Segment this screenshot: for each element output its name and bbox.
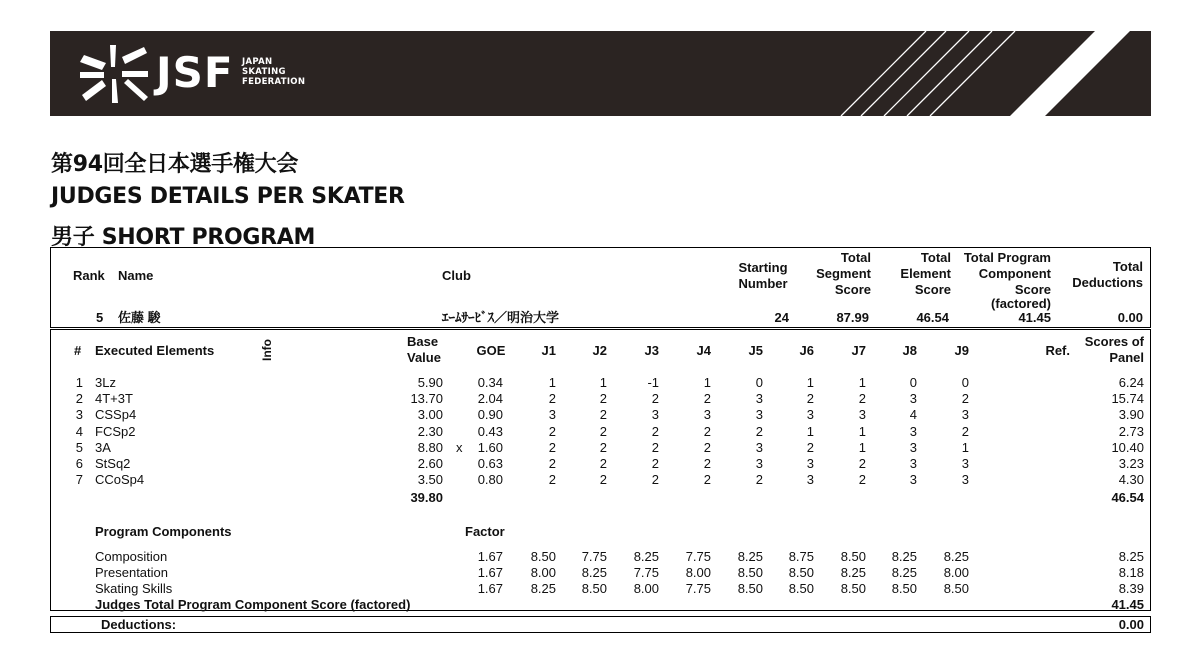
element-judge-score: 2 (961, 391, 969, 407)
header-line: Score (834, 282, 871, 297)
element-judge-score: 2 (548, 391, 556, 407)
skater-name: 佐藤 駿 (118, 310, 161, 325)
element-base-value: 2.60 (417, 456, 443, 471)
element-judge-score: 2 (651, 472, 659, 488)
judge-header-7: J7 (851, 343, 866, 358)
element-judge-score: 2 (858, 472, 866, 488)
judge-header-4: J4 (696, 343, 711, 358)
element-panel-score: 6.24 (1118, 375, 1144, 390)
header-line: Total (920, 250, 951, 265)
element-judge-score: 2 (703, 456, 711, 471)
element-judge-score: 2 (599, 456, 607, 471)
total-segment-score: 87.99 (836, 310, 869, 325)
header-line: Segment (816, 266, 871, 281)
element-judge-score: 1 (806, 375, 814, 390)
stripe-thin-3 (884, 31, 969, 116)
name-header: Name (118, 268, 154, 283)
component-judge-score: 8.50 (891, 581, 917, 596)
total-segment-score-header (791, 250, 871, 298)
component-panel-score: 8.39 (1118, 581, 1144, 596)
skater-club: ｴｰﾑｻｰﾋﾞｽ／明治大学 (442, 310, 560, 325)
element-judge-score: 1 (858, 375, 866, 390)
element-judge-score: 2 (651, 391, 659, 407)
component-judge-score: 8.50 (530, 549, 556, 564)
element-judge-score: 3 (909, 456, 917, 471)
element-judge-score: 2 (599, 391, 607, 407)
element-judge-score: 0 (961, 375, 969, 390)
deductions-label: Deductions: (101, 617, 177, 632)
element-base-value: 2.30 (417, 423, 443, 439)
element-base-value: 13.70 (410, 391, 443, 407)
header-line: Deductions (1072, 275, 1143, 290)
header-line: Scores of (1084, 334, 1144, 349)
element-judge-score: 4 (909, 407, 917, 423)
element-judge-score: 2 (548, 423, 556, 439)
header-line: Panel (1109, 350, 1144, 365)
header-line: Base (407, 334, 439, 349)
logo-subtitle (242, 57, 305, 87)
element-judge-score: 3 (755, 407, 763, 423)
element-judge-score: 2 (599, 407, 607, 423)
element-goe: 0.80 (477, 472, 503, 488)
element-judge-score: 2 (961, 423, 969, 439)
element-judge-score: 0 (909, 375, 917, 390)
report-title: JUDGES DETAILS PER SKATER (51, 184, 405, 209)
element-judge-score: 2 (806, 439, 814, 455)
element-judge-score: 3 (651, 407, 659, 423)
header-line: (factored) (991, 296, 1051, 311)
component-judge-score: 8.25 (530, 581, 556, 596)
judge-header-9: J9 (954, 343, 969, 358)
element-judge-score: 1 (703, 375, 711, 390)
header-line: Score (914, 282, 951, 297)
element-judge-score: 2 (599, 423, 607, 439)
component-judge-score: 8.75 (788, 549, 814, 564)
factor-header: Factor (465, 524, 505, 539)
header-banner (50, 31, 1151, 116)
starting-number: 24 (774, 310, 789, 325)
element-judge-score: 2 (548, 439, 556, 455)
header-line: Total Program (963, 250, 1051, 265)
header-line: Score (1014, 282, 1051, 297)
rank-header: Rank (73, 268, 105, 283)
element-code: 4T+3T (95, 391, 133, 407)
element-code: 3A (95, 439, 111, 455)
component-judge-score: 8.50 (737, 581, 763, 596)
jsf-logo-icon (78, 39, 152, 109)
element-judge-score: 1 (599, 375, 607, 390)
total-element-score: 46.54 (916, 310, 949, 325)
header-line: Total (1112, 259, 1143, 274)
deductions-total: 0.00 (1118, 617, 1144, 632)
component-judge-score: 8.50 (943, 581, 969, 596)
element-judge-score: 2 (651, 456, 659, 471)
total-deductions: 0.00 (1117, 310, 1143, 325)
header-line: Component (978, 266, 1051, 281)
element-number: 2 (75, 391, 83, 407)
judge-header-5: J5 (748, 343, 763, 358)
header-line: Starting (738, 260, 788, 275)
element-code: CSSp4 (95, 407, 137, 423)
element-judge-score: 3 (806, 456, 814, 471)
component-name: Skating Skills (95, 581, 173, 596)
component-judge-score: 8.50 (581, 581, 607, 596)
element-judge-score: 0 (755, 375, 763, 390)
deductions-box (50, 616, 1151, 633)
logo-sub-line: FEDERATION (242, 77, 306, 87)
skater-summary (50, 247, 1151, 328)
info-header: Info (260, 339, 274, 361)
stripe-thin-2 (861, 31, 946, 116)
element-judge-score: 3 (961, 407, 969, 423)
total-pcs-header (951, 250, 1051, 312)
segment-title: 男子 SHORT PROGRAM (51, 225, 316, 250)
logo-sub-line: SKATING (242, 67, 286, 77)
event-title: 第94回全日本選手権大会 (51, 152, 299, 177)
judge-header-6: J6 (799, 343, 814, 358)
element-goe: 1.60 (477, 439, 503, 455)
component-panel-score: 8.25 (1118, 549, 1144, 564)
element-judge-score: 3 (909, 472, 917, 488)
total-pcs: 41.45 (1018, 310, 1051, 325)
element-judge-score: 1 (961, 439, 969, 455)
element-code: StSq2 (95, 456, 131, 471)
element-judge-score: 1 (548, 375, 556, 390)
element-number: 7 (75, 472, 83, 488)
element-judge-score: 1 (858, 423, 866, 439)
component-judge-score: 8.25 (581, 565, 607, 580)
element-base-value: 3.50 (417, 472, 443, 488)
component-judge-score: 8.50 (788, 581, 814, 596)
element-base-value: 5.90 (417, 375, 443, 390)
element-number: 4 (75, 423, 83, 439)
element-goe: 0.90 (477, 407, 503, 423)
scores-of-panel-header (1061, 334, 1144, 366)
element-number: 5 (75, 439, 83, 455)
element-goe: 2.04 (477, 391, 503, 407)
element-base-value: 8.80 (417, 439, 443, 455)
element-judge-score: 2 (651, 423, 659, 439)
scores-total: 46.54 (1111, 490, 1144, 505)
component-judge-score: 8.50 (788, 565, 814, 580)
stripe-thin-1 (841, 31, 926, 116)
stripe-thin-5 (930, 31, 1015, 116)
element-judge-score: 2 (703, 391, 711, 407)
element-judge-score: 3 (909, 439, 917, 455)
element-judge-score: 3 (806, 472, 814, 488)
component-judge-score: 8.50 (840, 581, 866, 596)
component-judge-score: 8.50 (840, 549, 866, 564)
element-bonus-marker: x (456, 439, 463, 455)
element-goe: 0.34 (477, 375, 503, 390)
element-judge-score: 3 (961, 456, 969, 471)
element-judge-score: 2 (703, 472, 711, 488)
element-code: CCoSp4 (95, 472, 145, 488)
element-panel-score: 3.23 (1118, 456, 1144, 471)
stripe-thin-4 (907, 31, 992, 116)
element-judge-score: 3 (755, 391, 763, 407)
element-panel-score: 3.90 (1118, 407, 1144, 423)
component-factor: 1.67 (477, 581, 503, 596)
component-judge-score: 8.25 (737, 549, 763, 564)
judges-details (50, 329, 1151, 611)
component-judge-score: 7.75 (633, 565, 659, 580)
element-number: 3 (75, 407, 83, 423)
component-judge-score: 8.25 (840, 565, 866, 580)
element-panel-score: 15.74 (1111, 391, 1144, 407)
component-name: Presentation (95, 565, 168, 580)
element-judge-score: 2 (599, 439, 607, 455)
element-number-header: # (74, 343, 82, 358)
component-judge-score: 8.00 (685, 565, 711, 580)
pcs-total: 41.45 (1111, 597, 1144, 612)
component-name: Composition (95, 549, 168, 564)
pcs-total-label: Judges Total Program Component Score (factored) (95, 597, 411, 612)
element-judge-score: 2 (651, 439, 659, 455)
element-judge-score: 3 (703, 407, 711, 423)
element-judge-score: 3 (909, 423, 917, 439)
component-judge-score: 8.25 (891, 549, 917, 564)
element-judge-score: 2 (858, 391, 866, 407)
element-number: 1 (75, 375, 83, 390)
element-judge-score: 2 (703, 423, 711, 439)
component-judge-score: 7.75 (685, 581, 711, 596)
judge-header-1: J1 (541, 343, 556, 358)
component-judge-score: 8.00 (943, 565, 969, 580)
judge-header-2: J2 (592, 343, 607, 358)
element-code: 3Lz (95, 375, 116, 390)
club-header: Club (442, 268, 471, 283)
element-judge-score: 3 (755, 456, 763, 471)
component-judge-score: 8.00 (633, 581, 659, 596)
judge-header-3: J3 (644, 343, 659, 358)
element-number: 6 (75, 456, 83, 471)
total-deductions-header (1051, 259, 1143, 291)
header-line: Total (840, 250, 871, 265)
logo-text: JSF (156, 48, 234, 97)
element-goe: 0.63 (477, 456, 503, 471)
element-panel-score: 10.40 (1111, 439, 1144, 455)
element-judge-score: 2 (548, 456, 556, 471)
base-value-header (407, 334, 441, 366)
component-factor: 1.67 (477, 549, 503, 564)
element-judge-score: 3 (755, 439, 763, 455)
stripe-wide (1010, 31, 1130, 116)
header-line: Value (407, 350, 441, 365)
element-judge-score: 2 (703, 439, 711, 455)
element-judge-score: 2 (548, 472, 556, 488)
starting-number-header (727, 260, 799, 292)
skater-rank: 5 (96, 310, 104, 325)
component-judge-score: 8.50 (737, 565, 763, 580)
component-judge-score: 8.25 (943, 549, 969, 564)
total-element-score-header (871, 250, 951, 298)
ref-header: Ref. (1045, 343, 1070, 358)
judge-header-8: J8 (902, 343, 917, 358)
component-judge-score: 7.75 (685, 549, 711, 564)
header-line: Number (738, 276, 788, 291)
logo-sub-line: JAPAN (242, 57, 273, 67)
element-judge-score: 3 (858, 407, 866, 423)
element-base-value: 3.00 (417, 407, 443, 423)
element-judge-score: 3 (806, 407, 814, 423)
element-panel-score: 4.30 (1118, 472, 1144, 488)
component-judge-score: 8.00 (530, 565, 556, 580)
component-factor: 1.67 (477, 565, 503, 580)
element-goe: 0.43 (477, 423, 503, 439)
element-judge-score: 3 (548, 407, 556, 423)
element-judge-score: 3 (961, 472, 969, 488)
element-judge-score: 2 (755, 472, 763, 488)
component-judge-score: 7.75 (581, 549, 607, 564)
component-judge-score: 8.25 (633, 549, 659, 564)
header-line: Element (900, 266, 951, 281)
component-panel-score: 8.18 (1118, 565, 1144, 580)
element-judge-score: 3 (909, 391, 917, 407)
executed-elements-header: Executed Elements (95, 343, 215, 358)
goe-header: GOE (476, 343, 506, 358)
element-judge-score: 2 (599, 472, 607, 488)
element-judge-score: 1 (858, 439, 866, 455)
base-value-total: 39.80 (410, 490, 443, 505)
element-judge-score: 2 (858, 456, 866, 471)
component-judge-score: 8.25 (891, 565, 917, 580)
element-judge-score: 1 (806, 423, 814, 439)
element-panel-score: 2.73 (1118, 423, 1144, 439)
element-judge-score: 2 (806, 391, 814, 407)
element-judge-score: 2 (755, 423, 763, 439)
element-judge-score: -1 (647, 375, 659, 390)
element-code: FCSp2 (95, 423, 136, 439)
program-components-title: Program Components (95, 524, 232, 539)
